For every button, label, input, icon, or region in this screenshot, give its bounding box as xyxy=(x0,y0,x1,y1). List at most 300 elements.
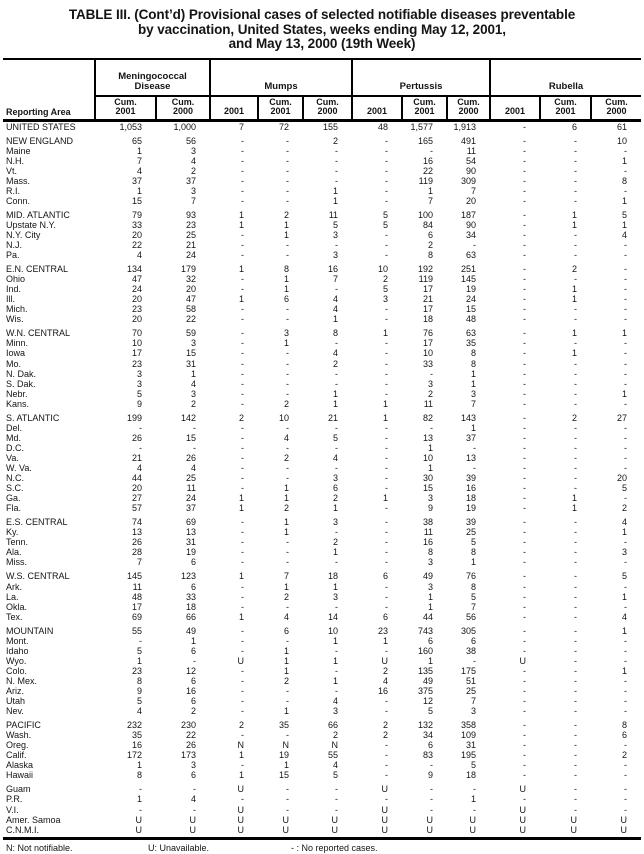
reporting-area-cell: W.N. CENTRAL xyxy=(6,328,71,339)
value-cell: - xyxy=(574,635,578,646)
value-cell: 4 xyxy=(136,250,142,261)
value-cell: 15 xyxy=(466,304,477,315)
value-cell: 11 xyxy=(132,581,142,592)
group-header-meningococcal-disease: Meningococcal Disease xyxy=(95,59,210,96)
table-row xyxy=(3,612,641,622)
value-cell: 8 xyxy=(428,547,434,558)
value-cell: - xyxy=(624,760,628,771)
value-cell: - xyxy=(385,165,389,176)
value-cell: 1 xyxy=(238,264,244,275)
value-cell: 16 xyxy=(378,685,389,696)
value-cell: 1,000 xyxy=(173,121,196,132)
value-cell: - xyxy=(523,274,527,285)
value-cell: 3 xyxy=(190,760,196,771)
value-cell: 1 xyxy=(622,195,628,206)
value-cell: 13 xyxy=(131,527,142,538)
value-cell: 61 xyxy=(617,121,628,132)
value-cell: 1 xyxy=(238,219,244,230)
value-cell: 195 xyxy=(461,750,477,761)
table-row xyxy=(3,557,641,567)
value-cell: 16 xyxy=(423,155,434,166)
value-cell: - xyxy=(139,804,142,815)
reporting-area-cell: N. Dak. xyxy=(6,368,37,379)
value-cell: 48 xyxy=(378,121,389,132)
value-cell: 4 xyxy=(283,611,289,622)
reporting-area-cell: Mich. xyxy=(6,304,28,315)
value-cell: 39 xyxy=(466,517,477,528)
value-cell: - xyxy=(523,730,527,741)
value-cell: - xyxy=(523,463,527,473)
value-cell: - xyxy=(241,601,244,612)
value-cell: 2 xyxy=(190,706,196,717)
value-cell: 109 xyxy=(461,730,477,741)
value-cell: 8 xyxy=(136,770,142,781)
reporting-area-cell: Va. xyxy=(6,452,19,463)
value-cell: - xyxy=(574,452,578,463)
value-cell: - xyxy=(523,547,527,558)
value-cell: - xyxy=(624,770,628,781)
value-cell: - xyxy=(385,250,389,261)
value-cell: - xyxy=(286,314,289,325)
value-cell: 2 xyxy=(190,398,196,409)
value-cell: 1 xyxy=(333,635,339,646)
value-cell: 1,577 xyxy=(410,121,434,132)
value-cell: 22 xyxy=(131,240,142,251)
value-cell: - xyxy=(385,581,389,592)
value-cell: 1 xyxy=(428,655,434,666)
value-cell: 4 xyxy=(333,294,339,305)
value-cell: 55 xyxy=(328,750,339,761)
value-cell: - xyxy=(193,804,196,815)
value-cell: 6 xyxy=(471,635,477,646)
group-header-row xyxy=(3,59,641,96)
value-cell: - xyxy=(624,706,628,717)
value-cell: - xyxy=(624,240,628,251)
table-row xyxy=(3,240,641,250)
value-cell: - xyxy=(335,368,339,379)
value-cell: 1 xyxy=(622,665,628,676)
value-cell: - xyxy=(624,452,628,463)
value-cell: 10 xyxy=(423,348,434,359)
table-row xyxy=(3,730,641,740)
table-row xyxy=(3,230,641,240)
value-cell: - xyxy=(385,537,389,548)
value-cell: 1 xyxy=(333,185,339,196)
value-cell: 32 xyxy=(185,274,196,285)
value-cell: - xyxy=(523,422,527,433)
value-cell: - xyxy=(286,696,289,707)
value-cell: 5 xyxy=(622,571,628,582)
reporting-area-cell: Ill. xyxy=(6,294,15,305)
value-cell: - xyxy=(241,165,244,176)
value-cell: 2 xyxy=(383,274,389,285)
value-cell: - xyxy=(523,378,527,389)
value-cell: - xyxy=(241,432,244,443)
value-cell: 1 xyxy=(572,219,578,230)
value-cell: 6 xyxy=(190,770,196,781)
value-cell: - xyxy=(523,432,527,443)
table-row xyxy=(3,473,641,483)
reporting-area-cell: Tex. xyxy=(6,611,23,622)
value-cell: 172 xyxy=(126,750,142,761)
value-cell: - xyxy=(385,388,389,399)
value-cell: 3 xyxy=(333,591,339,602)
value-cell: U xyxy=(519,814,527,825)
value-cell: - xyxy=(241,338,244,349)
value-cell: 1 xyxy=(333,547,339,558)
value-cell: - xyxy=(523,135,527,146)
value-cell: 2 xyxy=(333,493,339,504)
value-cell: - xyxy=(523,571,527,582)
footnotes xyxy=(3,843,641,854)
value-cell: - xyxy=(523,675,527,686)
value-cell: 1 xyxy=(572,348,578,359)
reporting-area-cell: Ohio xyxy=(6,274,26,285)
value-cell: - xyxy=(335,557,339,568)
reporting-area-cell: Pa. xyxy=(6,250,20,261)
value-cell: 1 xyxy=(333,388,339,399)
value-cell: 1 xyxy=(428,601,434,612)
value-cell: - xyxy=(574,388,578,399)
reporting-area-cell: Ga. xyxy=(6,493,21,504)
value-cell: U xyxy=(237,814,244,825)
table-row xyxy=(3,463,641,473)
value-cell: 24 xyxy=(466,294,477,305)
value-cell: - xyxy=(624,250,628,261)
column-header-10: Cum. 2001 xyxy=(540,96,591,121)
value-cell: - xyxy=(523,209,527,220)
value-cell: N xyxy=(237,740,244,751)
value-cell: 1 xyxy=(238,493,244,504)
value-cell: 34 xyxy=(466,229,477,240)
value-cell: - xyxy=(574,432,578,443)
reporting-area-header: Reporting Area xyxy=(3,59,95,121)
value-cell: - xyxy=(335,804,339,815)
table-row xyxy=(3,686,641,696)
value-cell: - xyxy=(523,696,527,707)
value-cell: 4 xyxy=(383,675,389,686)
value-cell: - xyxy=(523,760,527,771)
value-cell: - xyxy=(241,645,244,656)
value-cell: - xyxy=(523,685,527,696)
value-cell: - xyxy=(523,284,527,295)
value-cell: - xyxy=(574,685,578,696)
sub-header-row xyxy=(3,96,641,121)
value-cell: - xyxy=(241,794,244,805)
value-cell: - xyxy=(241,483,244,494)
value-cell: 8 xyxy=(622,720,628,731)
value-cell: 1 xyxy=(471,368,477,379)
value-cell: - xyxy=(430,784,434,795)
value-cell: 4 xyxy=(136,706,142,717)
reporting-area-cell: Tenn. xyxy=(6,537,29,548)
value-cell: 2 xyxy=(283,591,289,602)
value-cell: 1 xyxy=(572,294,578,305)
value-cell: - xyxy=(624,675,628,686)
reporting-area-cell: R.I. xyxy=(6,185,21,196)
reporting-area-cell: Amer. Samoa xyxy=(6,814,61,825)
table-row xyxy=(3,359,641,369)
value-cell: 3 xyxy=(622,547,628,558)
table-row xyxy=(3,146,641,156)
value-cell: 56 xyxy=(466,611,477,622)
table-row xyxy=(3,379,641,389)
value-cell: 1 xyxy=(283,581,289,592)
value-cell: 26 xyxy=(131,432,142,443)
value-cell: 305 xyxy=(461,625,477,636)
table-row xyxy=(3,592,641,602)
value-cell: U xyxy=(237,804,244,815)
value-cell: 6 xyxy=(190,645,196,656)
value-cell: 33 xyxy=(423,358,434,369)
value-cell: 143 xyxy=(461,412,477,423)
value-cell: - xyxy=(624,655,628,666)
value-cell: - xyxy=(385,155,389,166)
value-cell: - xyxy=(624,645,628,656)
value-cell: 23 xyxy=(131,304,142,315)
value-cell: 39 xyxy=(466,473,477,484)
reporting-area-cell: N.Y. City xyxy=(6,229,41,240)
value-cell: - xyxy=(286,195,289,206)
value-cell: 4 xyxy=(190,794,196,805)
value-cell: - xyxy=(574,625,578,636)
value-cell: - xyxy=(523,581,527,592)
reporting-area-cell: Iowa xyxy=(6,348,26,359)
value-cell: 145 xyxy=(461,274,477,285)
value-cell: 1 xyxy=(333,503,339,514)
value-cell: 6 xyxy=(428,740,434,751)
value-cell: 48 xyxy=(466,314,477,325)
value-cell: - xyxy=(241,358,244,369)
table-row xyxy=(3,338,641,348)
value-cell: - xyxy=(574,706,578,717)
reporting-area-cell: Fla. xyxy=(6,503,22,514)
value-cell: - xyxy=(286,240,289,251)
value-cell: 5 xyxy=(136,696,142,707)
value-cell: - xyxy=(385,645,389,656)
reporting-area-cell: Mont. xyxy=(6,635,29,646)
reporting-area-cell: Upstate N.Y. xyxy=(6,219,56,230)
value-cell: - xyxy=(624,185,628,196)
value-cell: - xyxy=(624,784,628,795)
value-cell: - xyxy=(286,304,289,315)
value-cell: - xyxy=(523,625,527,636)
value-cell: U xyxy=(95,825,156,839)
value-cell: 8 xyxy=(471,581,477,592)
reporting-area-cell: N.J. xyxy=(6,240,23,251)
value-cell: 5 xyxy=(136,645,142,656)
value-cell: 1 xyxy=(333,314,339,325)
value-cell: 1 xyxy=(136,185,142,196)
value-cell: - xyxy=(624,338,628,349)
value-cell: - xyxy=(574,517,578,528)
value-cell: - xyxy=(523,328,527,339)
value-cell: - xyxy=(335,685,339,696)
reporting-area-cell: Kans. xyxy=(6,398,30,409)
value-cell: 3 xyxy=(136,368,142,379)
value-cell: - xyxy=(241,537,244,548)
value-cell: - xyxy=(241,452,244,463)
value-cell: - xyxy=(624,696,628,707)
value-cell: 9 xyxy=(428,770,434,781)
value-cell: - xyxy=(385,240,389,251)
value-cell: U xyxy=(303,825,352,839)
value-cell: - xyxy=(241,274,244,285)
value-cell: 1 xyxy=(428,591,434,602)
value-cell: 1 xyxy=(333,655,339,666)
value-cell: 1 xyxy=(238,209,244,220)
value-cell: - xyxy=(574,760,578,771)
value-cell: 5 xyxy=(333,432,339,443)
value-cell: - xyxy=(385,760,389,771)
value-cell: 2 xyxy=(333,730,339,741)
value-cell: 48 xyxy=(131,591,142,602)
value-cell: - xyxy=(523,601,527,612)
value-cell: 1 xyxy=(622,527,628,538)
value-cell: - xyxy=(286,250,289,261)
column-header-5: Cum. 2000 xyxy=(303,96,352,121)
value-cell: 1 xyxy=(572,284,578,295)
value-cell: 10 xyxy=(278,412,289,423)
reporting-area-cell: E.S. CENTRAL xyxy=(6,517,68,528)
reporting-area-cell: N. Mex. xyxy=(6,675,38,686)
value-cell: - xyxy=(286,442,289,453)
value-cell: U xyxy=(490,825,540,839)
table-row xyxy=(3,750,641,760)
value-cell: - xyxy=(523,537,527,548)
value-cell: - xyxy=(624,304,628,315)
value-cell: U xyxy=(447,825,490,839)
value-cell: 230 xyxy=(180,720,196,731)
value-cell: 19 xyxy=(278,750,289,761)
value-cell: - xyxy=(385,442,389,453)
value-cell: 2 xyxy=(428,388,434,399)
table-row xyxy=(3,503,641,513)
value-cell: 25 xyxy=(466,685,477,696)
value-cell: - xyxy=(574,740,578,751)
value-cell: U xyxy=(620,814,628,825)
value-cell: 17 xyxy=(131,601,142,612)
value-cell: 1 xyxy=(283,493,289,504)
value-cell: - xyxy=(523,250,527,261)
value-cell: - xyxy=(624,581,628,592)
value-cell: - xyxy=(523,398,527,409)
value-cell: - xyxy=(523,195,527,206)
value-cell: - xyxy=(430,794,434,805)
value-cell: 23 xyxy=(131,665,142,676)
table-row xyxy=(3,389,641,399)
value-cell: - xyxy=(241,581,244,592)
value-cell: 8 xyxy=(471,358,477,369)
reporting-area-cell: Colo. xyxy=(6,665,28,676)
reporting-area-cell: Wyo. xyxy=(6,655,27,666)
value-cell: - xyxy=(385,358,389,369)
value-cell: - xyxy=(624,358,628,369)
value-cell: - xyxy=(286,557,289,568)
value-cell: 19 xyxy=(466,503,477,514)
value-cell: - xyxy=(624,794,628,805)
value-cell: 4 xyxy=(136,463,142,473)
value-cell: 4 xyxy=(333,696,339,707)
table-row xyxy=(3,716,641,730)
value-cell: 1 xyxy=(238,611,244,622)
notifiable-diseases-table xyxy=(3,58,641,840)
value-cell: - xyxy=(523,557,527,568)
value-cell: 1 xyxy=(383,398,389,409)
reporting-area-cell: D.C. xyxy=(6,442,24,453)
value-cell: - xyxy=(335,665,339,676)
value-cell: 3 xyxy=(136,378,142,389)
value-cell: 1 xyxy=(622,591,628,602)
value-cell: 1 xyxy=(283,665,289,676)
value-cell: - xyxy=(385,195,389,206)
value-cell: 3 xyxy=(428,557,434,568)
value-cell: - xyxy=(241,675,244,686)
group-header-pertussis: Pertussis xyxy=(352,59,490,96)
value-cell: 17 xyxy=(423,284,434,295)
value-cell: - xyxy=(335,240,339,251)
value-cell: 5 xyxy=(383,209,389,220)
value-cell: 15 xyxy=(185,348,196,359)
value-cell: U xyxy=(258,825,303,839)
value-cell: 5 xyxy=(622,209,628,220)
value-cell: 2 xyxy=(283,398,289,409)
value-cell: - xyxy=(286,378,289,389)
value-cell: 6 xyxy=(283,625,289,636)
value-cell: - xyxy=(473,804,477,815)
value-cell: - xyxy=(624,493,628,504)
value-cell: - xyxy=(523,720,527,731)
value-cell: 22 xyxy=(185,730,196,741)
value-cell: 9 xyxy=(136,398,142,409)
value-cell: 25 xyxy=(185,229,196,240)
value-cell: 21 xyxy=(328,412,339,423)
value-cell: 1 xyxy=(333,581,339,592)
value-cell: - xyxy=(574,274,578,285)
value-cell: 15 xyxy=(278,770,289,781)
value-cell: - xyxy=(241,422,244,433)
value-cell: 18 xyxy=(466,493,477,504)
value-cell: - xyxy=(385,338,389,349)
value-cell: 145 xyxy=(126,571,142,582)
value-cell: - xyxy=(574,645,578,656)
value-cell: - xyxy=(523,348,527,359)
value-cell: - xyxy=(624,432,628,443)
value-cell: 24 xyxy=(185,250,196,261)
value-cell: - xyxy=(574,720,578,731)
value-cell: U xyxy=(519,804,527,815)
value-cell: 2 xyxy=(333,537,339,548)
table-row xyxy=(3,399,641,409)
value-cell: 65 xyxy=(131,135,142,146)
value-cell: - xyxy=(286,185,289,196)
value-cell: - xyxy=(335,145,339,156)
value-cell: - xyxy=(385,483,389,494)
value-cell: - xyxy=(430,422,434,433)
column-header-3: 2001 xyxy=(210,96,258,121)
value-cell: - xyxy=(139,442,142,453)
table-row xyxy=(3,760,641,770)
value-cell: 8 xyxy=(428,250,434,261)
value-cell: - xyxy=(286,165,289,176)
value-cell: 38 xyxy=(423,517,434,528)
value-cell: 37 xyxy=(131,175,142,186)
value-cell: - xyxy=(385,463,389,473)
value-cell: - xyxy=(193,784,196,795)
value-cell: - xyxy=(473,442,477,453)
value-cell: 28 xyxy=(131,547,142,558)
value-cell: 4 xyxy=(333,452,339,463)
